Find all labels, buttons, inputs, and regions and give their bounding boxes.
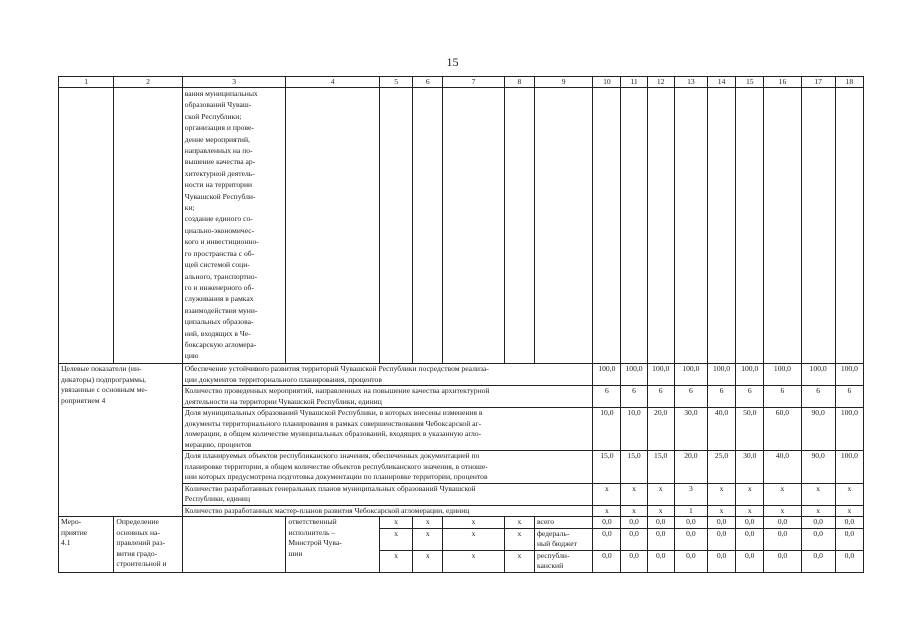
budget-code: x bbox=[504, 528, 534, 550]
funding-value: 0,0 bbox=[801, 528, 835, 550]
indicator-value: x bbox=[707, 483, 735, 505]
funding-value: 0,0 bbox=[674, 550, 707, 572]
funding-source: всего bbox=[534, 517, 592, 529]
indicator-value: 10,0 bbox=[621, 408, 647, 451]
indicator-name: Доля планируемых объектов республиканского значения, обеспеченных документацией по планировке территории, в общем количестве объектов республиканского значения, в отноше- нии которых предусмотрена подготовка документации по планировке территории, процентов bbox=[182, 451, 593, 484]
budget-code: x bbox=[443, 528, 504, 550]
budget-code: x bbox=[504, 517, 534, 529]
indicator-value: x bbox=[647, 505, 674, 517]
indicator-value: x bbox=[593, 483, 621, 505]
indicator-value: 6 bbox=[621, 386, 647, 408]
indicator-value: x bbox=[593, 505, 621, 517]
budget-code: x bbox=[379, 528, 412, 550]
col-header: 2 bbox=[114, 77, 182, 88]
funding-value: 0,0 bbox=[835, 528, 863, 550]
continued-row bbox=[59, 88, 864, 364]
indicator-name: Количество разработанных мастер-планов развития Чебоксарской агломерации, единиц bbox=[182, 505, 593, 517]
continued-text: вания муниципальных образований Чуваш- ской Республики; организация и прове- дение мероприятий, направленных на по- вышение качества ар- хитектурной деятель- ности на территории Чувашской Республи- ки; создание единого со- циально-экономичес- кого и инвестиционно- го пространства с об- щей системой соци- ального, транспортно- го и инженерного об- служивания в рамках взаимодействия муни- ципальных образова- ний, входящих в Че- боксарскую агломера- цию bbox=[182, 88, 286, 364]
funding-value: 0,0 bbox=[764, 528, 801, 550]
activity-executor: ответственный исполнитель – Минстрой Чува- шии bbox=[286, 517, 380, 573]
col-header: 16 bbox=[764, 77, 801, 88]
indicator-value: 6 bbox=[647, 386, 674, 408]
budget-code: x bbox=[443, 517, 504, 529]
indicator-value: 100,0 bbox=[835, 408, 863, 451]
indicator-value: x bbox=[621, 505, 647, 517]
funding-value: 0,0 bbox=[593, 550, 621, 572]
budget-code: x bbox=[413, 528, 443, 550]
col-header: 1 bbox=[59, 77, 114, 88]
funding-value: 0,0 bbox=[736, 528, 764, 550]
funding-value: 0,0 bbox=[674, 528, 707, 550]
funding-value: 0,0 bbox=[621, 528, 647, 550]
col-header: 8 bbox=[504, 77, 534, 88]
indicator-value: 6 bbox=[835, 386, 863, 408]
funding-value: 0,0 bbox=[835, 550, 863, 572]
indicator-value: 90,0 bbox=[801, 408, 835, 451]
indicator-value: 20,0 bbox=[674, 451, 707, 484]
budget-code: x bbox=[379, 517, 412, 529]
targets-label: Целевые показатели (ин- дикаторы) подпрограммы, увязанные с основным ме- роприятием 4 bbox=[59, 364, 183, 517]
indicator-value: 30,0 bbox=[736, 451, 764, 484]
col-header: 6 bbox=[413, 77, 443, 88]
indicator-value: 6 bbox=[736, 386, 764, 408]
col-header: 5 bbox=[379, 77, 412, 88]
funding-value: 0,0 bbox=[621, 550, 647, 572]
indicator-name: Доля муниципальных образований Чувашской Республики, в которых внесены изменения в документы территориального планирования в рамках совершенствования Чебоксарской аг- ломерации, в общем количестве муниципальных образований, входящих в указанную агло- мерацию, процентов bbox=[182, 408, 593, 451]
indicator-value: x bbox=[707, 505, 735, 517]
indicator-value: 10,0 bbox=[593, 408, 621, 451]
col-header: 4 bbox=[286, 77, 380, 88]
funding-value: 0,0 bbox=[835, 517, 863, 529]
funding-value: 0,0 bbox=[621, 517, 647, 529]
indicator-value: x bbox=[801, 505, 835, 517]
funding-value: 0,0 bbox=[647, 528, 674, 550]
indicator-value: x bbox=[835, 505, 863, 517]
indicator-value: 100,0 bbox=[647, 364, 674, 386]
page-number: 15 bbox=[446, 55, 459, 69]
budget-code: x bbox=[504, 550, 534, 572]
indicator-value: 100,0 bbox=[801, 364, 835, 386]
indicator-name: Количество проведенных мероприятий, направленных на повышение качества архитектурной деятельности на территории Чувашской Республики, единиц bbox=[182, 386, 593, 408]
indicator-value: x bbox=[801, 483, 835, 505]
indicator-value: 100,0 bbox=[835, 451, 863, 484]
indicator-value: 100,0 bbox=[593, 364, 621, 386]
funding-source: республи- канский bbox=[534, 550, 592, 572]
funding-value: 0,0 bbox=[707, 528, 735, 550]
indicator-value: 100,0 bbox=[707, 364, 735, 386]
indicator-value: 100,0 bbox=[835, 364, 863, 386]
funding-value: 0,0 bbox=[674, 517, 707, 529]
indicator-value: x bbox=[621, 483, 647, 505]
indicator-value: 90,0 bbox=[801, 451, 835, 484]
col-header: 15 bbox=[736, 77, 764, 88]
indicator-value: 6 bbox=[674, 386, 707, 408]
indicator-value: 100,0 bbox=[674, 364, 707, 386]
indicator-value: 60,0 bbox=[764, 408, 801, 451]
funding-value: 0,0 bbox=[764, 517, 801, 529]
funding-value: 0,0 bbox=[736, 550, 764, 572]
indicator-value: 15,0 bbox=[593, 451, 621, 484]
col-header: 13 bbox=[674, 77, 707, 88]
indicator-value: 15,0 bbox=[647, 451, 674, 484]
indicator-value: 6 bbox=[764, 386, 801, 408]
col-header: 17 bbox=[801, 77, 835, 88]
activity-label: Меро- приятие 4.1 bbox=[59, 517, 114, 573]
indicator-value: 40,0 bbox=[764, 451, 801, 484]
funding-value: 0,0 bbox=[707, 550, 735, 572]
indicator-value: 6 bbox=[707, 386, 735, 408]
indicator-value: x bbox=[736, 483, 764, 505]
indicator-value: 15,0 bbox=[621, 451, 647, 484]
budget-code: x bbox=[379, 550, 412, 572]
funding-value: 0,0 bbox=[801, 550, 835, 572]
indicator-value: x bbox=[764, 505, 801, 517]
funding-value: 0,0 bbox=[801, 517, 835, 529]
indicator-value: 50,0 bbox=[736, 408, 764, 451]
indicator-value: x bbox=[764, 483, 801, 505]
funding-value: 0,0 bbox=[593, 517, 621, 529]
indicator-value: 30,0 bbox=[674, 408, 707, 451]
funding-value: 0,0 bbox=[707, 517, 735, 529]
indicator-row bbox=[59, 364, 864, 386]
column-number-row bbox=[59, 77, 864, 88]
funding-value: 0,0 bbox=[647, 550, 674, 572]
indicator-value: x bbox=[647, 483, 674, 505]
indicator-value: 40,0 bbox=[707, 408, 735, 451]
indicator-value: 100,0 bbox=[736, 364, 764, 386]
col-header: 7 bbox=[443, 77, 504, 88]
budget-code: x bbox=[443, 550, 504, 572]
col-header: 11 bbox=[621, 77, 647, 88]
program-table bbox=[58, 76, 864, 573]
indicator-value: 100,0 bbox=[621, 364, 647, 386]
col-header: 18 bbox=[835, 77, 863, 88]
funding-value: 0,0 bbox=[736, 517, 764, 529]
col-header: 3 bbox=[182, 77, 286, 88]
budget-code: x bbox=[413, 550, 443, 572]
funding-value: 0,0 bbox=[593, 528, 621, 550]
indicator-value: 25,0 bbox=[707, 451, 735, 484]
indicator-value: x bbox=[835, 483, 863, 505]
indicator-value: 100,0 bbox=[764, 364, 801, 386]
col-header: 12 bbox=[647, 77, 674, 88]
indicator-value: 6 bbox=[593, 386, 621, 408]
indicator-name: Обеспечение устойчивого развития территорий Чувашской Республики посредством реализа- ции документов территориального планирования, процентов bbox=[182, 364, 593, 386]
funding-source: федераль- ный бюджет bbox=[534, 528, 592, 550]
col-header: 9 bbox=[534, 77, 592, 88]
col-header: 14 bbox=[707, 77, 735, 88]
activity-name: Определение основных на- правлений раз- вития градо- строительной и bbox=[114, 517, 182, 573]
indicator-value: 20,0 bbox=[647, 408, 674, 451]
indicator-value: 3 bbox=[674, 483, 707, 505]
funding-value: 0,0 bbox=[764, 550, 801, 572]
budget-code: x bbox=[413, 517, 443, 529]
col-header: 10 bbox=[593, 77, 621, 88]
funding-value: 0,0 bbox=[647, 517, 674, 529]
activity-row bbox=[59, 517, 864, 529]
indicator-value: 6 bbox=[801, 386, 835, 408]
indicator-value: x bbox=[736, 505, 764, 517]
indicator-name: Количество разработанных генеральных планов муниципальных образований Чувашской Республики, единиц bbox=[182, 483, 593, 505]
indicator-value: 1 bbox=[674, 505, 707, 517]
